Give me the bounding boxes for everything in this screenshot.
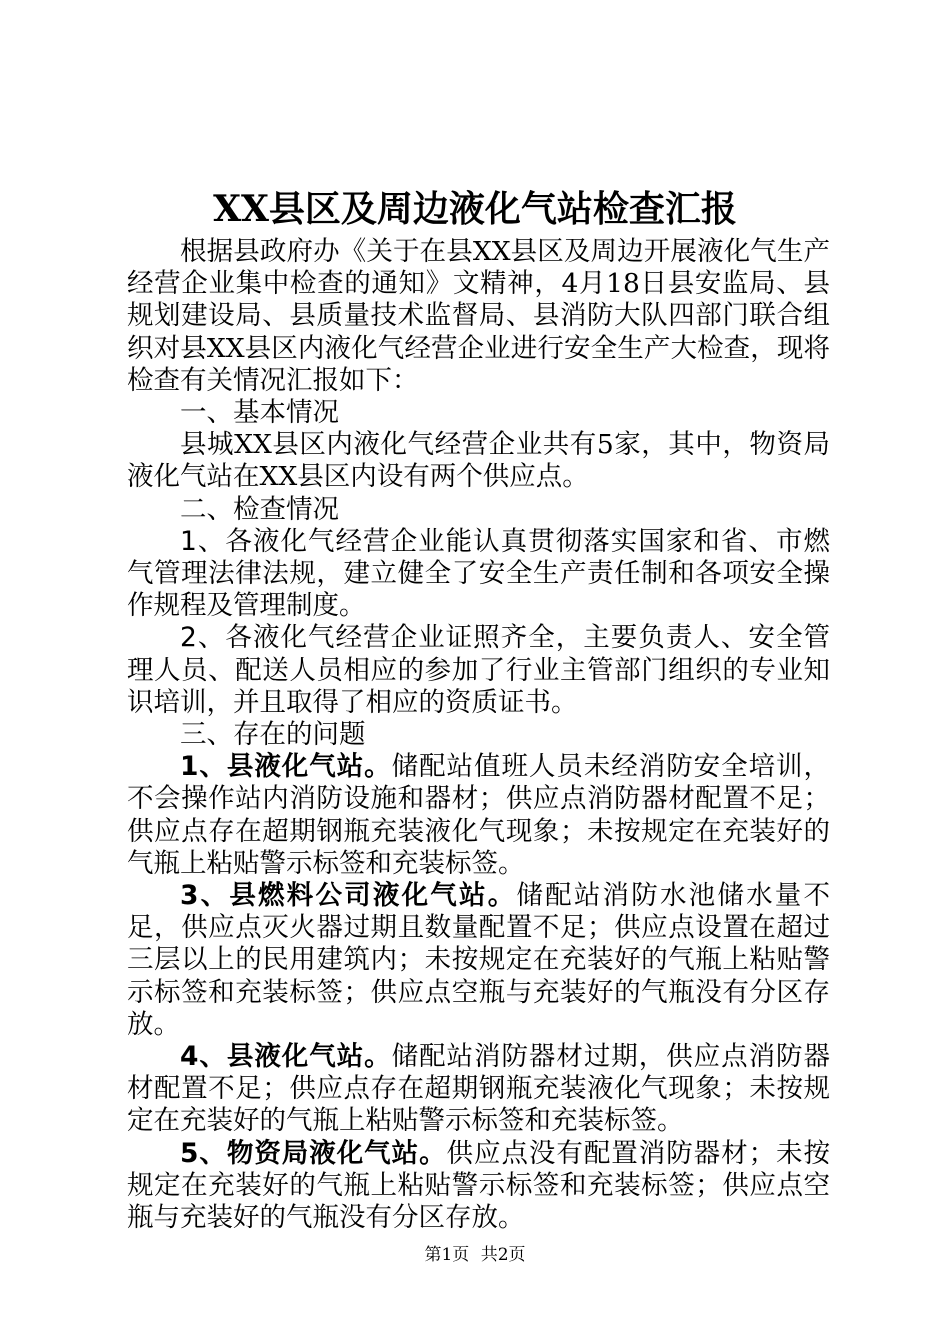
- basic-info-paragraph: 县城XX县区内液化气经营企业共有5家，其中，物资局液化气站在XX县区内设有两个供应点。: [127, 429, 830, 493]
- problem-item-3-text: 储配站消防水池储水量不足，供应点灭火器过期且数量配置不足；供应点设置在超过三层以上的民用建筑内；未按规定在充装好的气瓶上粘贴警示标签和充装标签；供应点空瓶与充装好的气瓶没有分区存放。: [127, 880, 830, 1040]
- section-heading-basic: 一、基本情况: [180, 397, 339, 429]
- problem-item-4: [127, 1041, 830, 1138]
- page-number-total: 共2页: [480, 1245, 526, 1265]
- problem-item-1-lead: 1、县液化气站。: [180, 751, 392, 783]
- problem-item-5: [127, 1138, 830, 1235]
- problem-item-3-lead: 3、县燃料公司液化气站。: [180, 880, 517, 912]
- inspection-item-2: 2、各液化气经营企业证照齐全，主要负责人、安全管理人员、配送人员相应的参加了行业主管部门组织的专业知识培训，并且取得了相应的资质证书。: [127, 622, 830, 718]
- intro-paragraph: 根据县政府办《关于在县XX县区及周边开展液化气生产经营企业集中检查的通知》文精神，4月18日县安监局、县规划建设局、县质量技术监督局、县消防大队四部门联合组织对县XX县区内液化气经营企业进行安全生产大检查，现将检查有关情况汇报如下：: [127, 236, 830, 396]
- problem-item-5-lead: 5、物资局液化气站。: [180, 1137, 447, 1169]
- problem-item-5-text: 供应点没有配置消防器材；未按规定在充装好的气瓶上粘贴警示标签和充装标签；供应点空瓶与充装好的气瓶没有分区存放。: [127, 1137, 830, 1234]
- problem-item-4-lead: 4、县液化气站。: [180, 1041, 392, 1073]
- document-body: [127, 236, 830, 1234]
- page-footer: [0, 1243, 950, 1267]
- inspection-item-1: 1、各液化气经营企业能认真贯彻落实国家和省、市燃气管理法律法规，建立健全了安全生产责任制和各项安全操作规程及管理制度。: [127, 525, 830, 622]
- problem-item-1-text: 储配站值班人员未经消防安全培训，不会操作站内消防设施和器材；供应点消防器材配置不足；供应点存在超期钢瓶充装液化气现象；未按规定在充装好的气瓶上粘贴警示标签和充装标签。: [127, 751, 830, 879]
- problem-item-3: [127, 880, 830, 1041]
- document-title: XX县区及周边液化气站检查汇报: [213, 188, 737, 230]
- page-number-current: 第1页: [424, 1245, 470, 1265]
- section-heading-inspection: 二、检查情况: [180, 493, 339, 525]
- problem-item-4-text: 储配站消防器材过期，供应点消防器材配置不足；供应点存在超期钢瓶充装液化气现象；未按规定在充装好的气瓶上粘贴警示标签和充装标签。: [127, 1041, 830, 1137]
- section-heading-problems: 三、存在的问题: [180, 719, 366, 751]
- problem-item-1: [127, 751, 830, 880]
